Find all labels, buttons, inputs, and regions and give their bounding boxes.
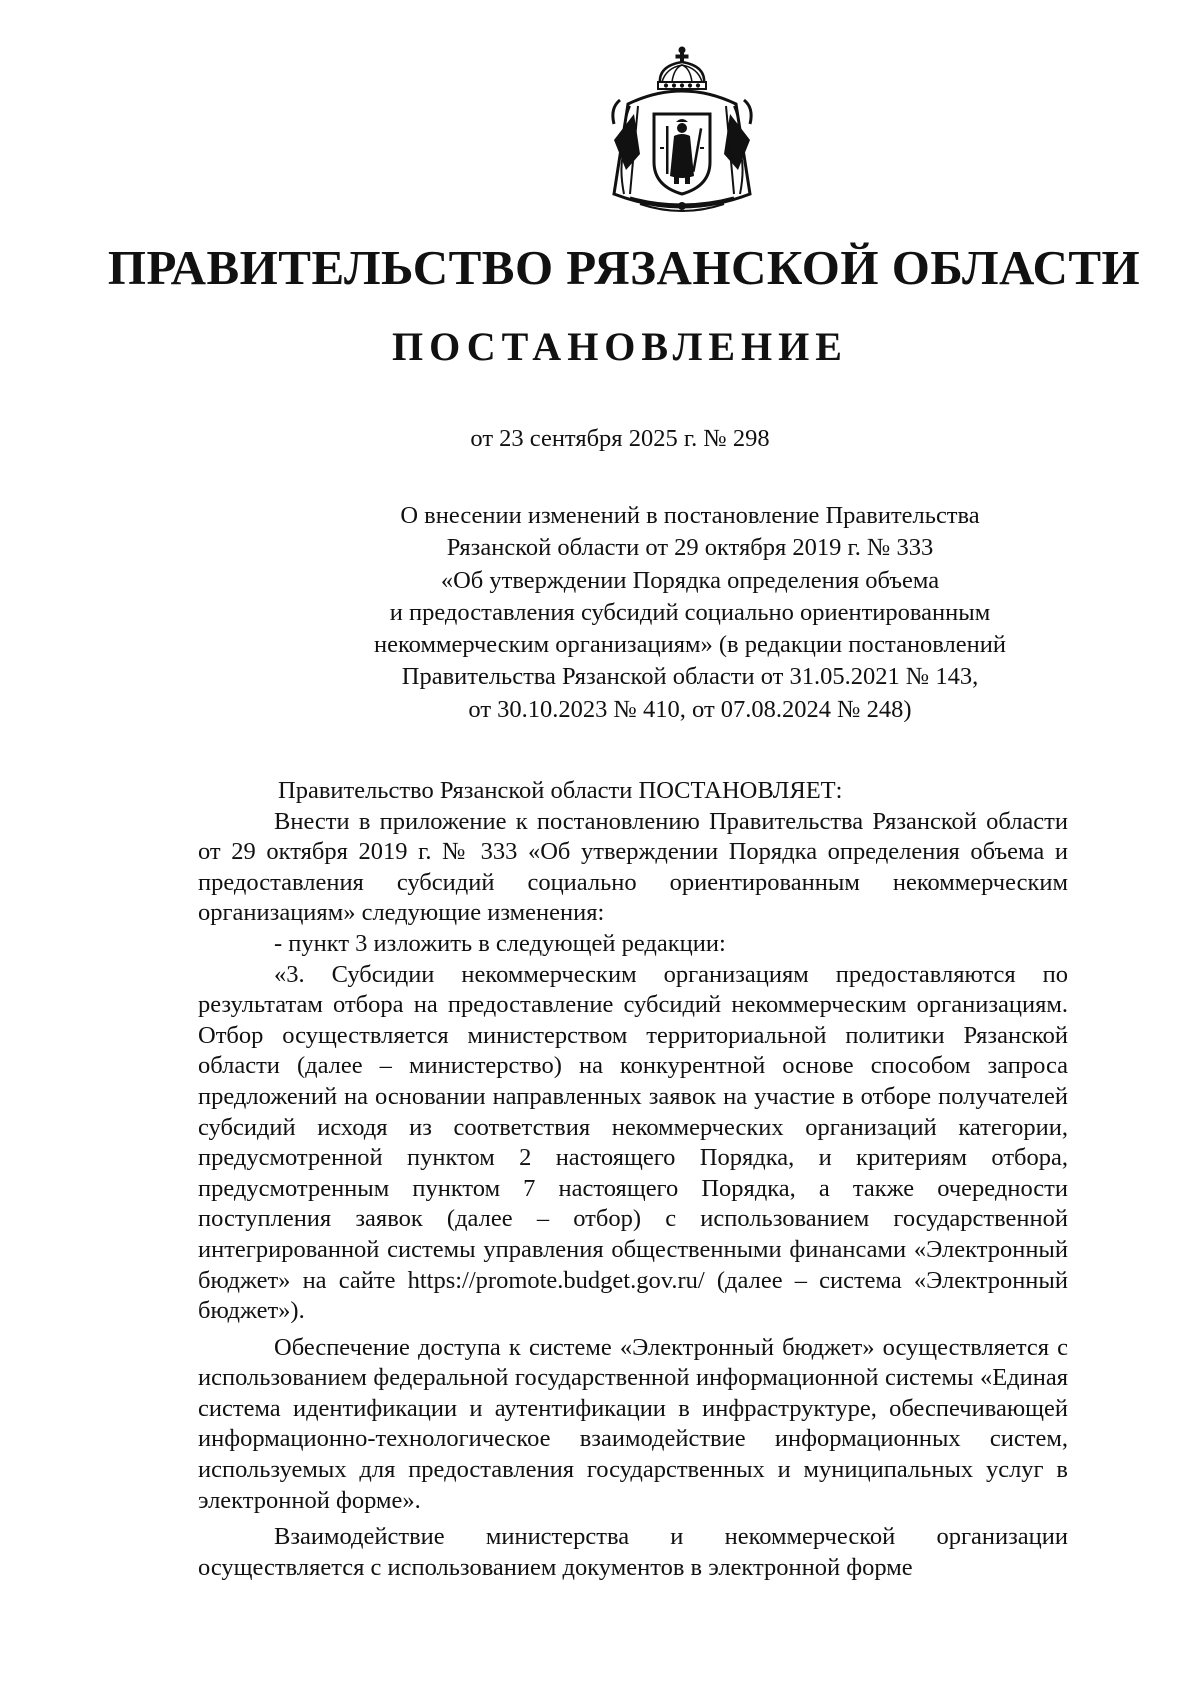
subject-line: «Об утверждении Порядка определения объема [440, 566, 940, 594]
body-paragraph: Внести в приложение к постановлению Правительства Рязанской области от 29 октября 2019 г. № 333 «Об утверждении Порядка определения объема и предоставления субсидий социально ориентированным некоммерческим организациям» следующие изменения: [198, 807, 1068, 927]
subject-line: от 30.10.2023 № 410, от 07.08.2024 № 248) [468, 695, 912, 723]
document-date-number: от 23 сентября 2025 г. № 298 [470, 425, 770, 452]
organization-title: ПРАВИТЕЛЬСТВО РЯЗАНСКОЙ ОБЛАСТИ [107, 240, 1141, 295]
body-paragraph: - пункт 3 изложить в следующей редакции: [274, 929, 726, 957]
subject-line: О внесении изменений в постановление Правительства [400, 502, 980, 529]
body-paragraph: Обеспечение доступа к системе «Электронный бюджет» осуществляется с использованием федеральной государственной информационной системы «Единая система идентификации и аутентификации в инфраструктуре, обеспечивающей информационно-технологическое взаимодействие информационных систем, используемых для предоставления государственных и муниципальных услуг в электронной форме». [198, 1333, 1068, 1514]
body-paragraph: Взаимодействие министерства и некоммерческой организации осуществляется с использованием документов в электронной форме [198, 1523, 1068, 1581]
document-type-heading: ПОСТАНОВЛЕНИЕ [392, 324, 848, 369]
subject-line: некоммерческим организациям» (в редакции постановлений [374, 631, 1006, 659]
document-body [198, 776, 1068, 1583]
resolution-preamble: Правительство Рязанской области ПОСТАНОВЛЯЕТ: [278, 777, 843, 804]
subject-line: Правительства Рязанской области от 31.05.2021 № 143, [401, 663, 979, 691]
subject-line: Рязанской области от 29 октября 2019 г. № 333 [446, 534, 934, 562]
subject-line: и предоставления субсидий социально ориентированным [389, 598, 991, 626]
coat-of-arms-icon [600, 44, 764, 222]
body-paragraph: «3. Субсидии некоммерческим организациям предоставляются по результатам отбора на предоставление субсидий некоммерческим организациям. Отбор осуществляется министерством территориальной политики Рязанской области (далее – министерство) на конкурентной основе способом запроса предложений на основании направленных заявок на участие в отборе получателей субсидий исходя из соответствия некоммерческих организаций категории, предусмотренной пунктом 2 настоящего Порядка, и критериям отбора, предусмотренным пунктом 7 настоящего Порядка, а также очередности поступления заявок (далее – отбор) с использованием государственной интегрированной системы управления общественными финансами «Электронный бюджет» на сайте https://promote.budget.gov.ru/ (далее – система «Электронный бюджет»). [198, 960, 1068, 1325]
document-subject [300, 500, 1080, 726]
